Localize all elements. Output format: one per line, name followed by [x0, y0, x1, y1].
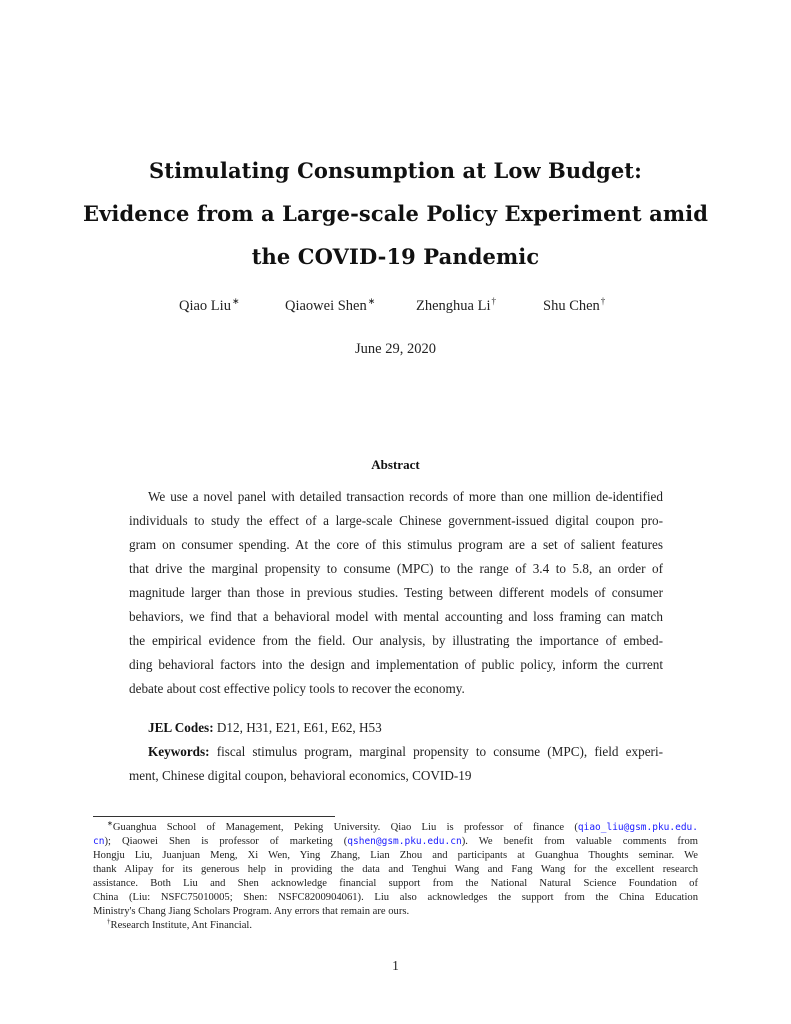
abstract-line: debate about cost effective policy tools to recover the economy.: [129, 681, 465, 696]
abstract-line: ding behavioral factors into the design and implementation of public policy, inform the current: [129, 657, 663, 672]
paper-title-line-1: Stimulating Consumption at Low Budget:: [149, 158, 642, 183]
keywords-line-2: ment, Chinese digital coupon, behavioral economics, COVID-19: [129, 768, 472, 783]
keywords-label: Keywords:: [148, 744, 210, 759]
author-mark: †: [600, 296, 606, 307]
abstract-line: the empirical evidence from the field. Our analysis, by illustrating the importance of embed-: [129, 633, 663, 648]
footnote-1-line: assistance. Both Liu and Shen acknowledge financial support from the National Natural Science Foundation of: [93, 878, 698, 889]
author-shu-chen: [543, 298, 605, 315]
jel-codes: [148, 720, 382, 736]
paper-title-line-3: the COVID-19 Pandemic: [251, 244, 540, 269]
jel-label: JEL Codes:: [148, 720, 214, 735]
footnote-text: Guanghua School of Management, Peking University. Qiao Liu is professor of finance (: [112, 822, 578, 833]
page-number: 1: [392, 958, 399, 973]
footnote-1-line: thank Alipay for its generous help in providing the data and Tenghui Wang and Fang Wang for the excellent research: [93, 864, 698, 875]
abstract-line: gram on consumer spending. At the core of this stimulus program are a set of salient features: [129, 537, 663, 552]
footnote-text: Research Institute, Ant Financial.: [110, 920, 253, 931]
author-name: Shu Chen: [543, 298, 600, 314]
footnote-2-line: [107, 917, 698, 931]
jel-value: D12, H31, E21, E61, E62, H53: [216, 720, 382, 735]
abstract-line: We use a novel panel with detailed transaction records of more than one million de-identified: [148, 489, 663, 504]
footnote-1-line: [93, 836, 698, 847]
email-link-shen[interactable]: qshen@gsm.pku.edu.cn: [347, 836, 462, 847]
author-name: Zhenghua Li: [416, 298, 491, 314]
abstract-line: behaviors, we find that a behavioral model with mental accounting and loss framing can match: [129, 609, 663, 624]
footnote-mark: ∗: [107, 819, 113, 828]
keywords-line-1: [148, 744, 663, 760]
email-link-liu-cont[interactable]: cn: [93, 836, 105, 847]
email-link-liu[interactable]: qiao_liu@gsm.pku.edu.: [577, 822, 698, 833]
keywords-text: fiscal stimulus program, marginal propensity to consume (MPC), field experi-: [216, 744, 663, 759]
author-qiao-liu: [179, 298, 240, 315]
author-mark: ∗: [367, 296, 376, 307]
author-name: Qiao Liu: [179, 298, 231, 314]
abstract-line: individuals to study the effect of a large-scale Chinese government-issued digital coupon pro-: [129, 513, 663, 528]
paper-date: June 29, 2020: [355, 341, 436, 357]
author-name: Qiaowei Shen: [285, 298, 367, 314]
author-mark: ∗: [231, 296, 240, 307]
footnote-1-line: [107, 819, 698, 833]
paper-title-line-2: Evidence from a Large-scale Policy Experiment amid: [82, 201, 709, 226]
footnote-text: ); Qiaowei Shen is professor of marketing (: [104, 836, 348, 847]
footnote-rule: [93, 816, 335, 817]
footnote-text: ). We benefit from valuable comments from: [461, 836, 698, 847]
footnote-1-line: China (Liu: NSFC75010005; Shen: NSFC8200904061). Liu also acknowledges the support from the China Education: [93, 892, 698, 903]
abstract-line: magnitude larger than those in previous studies. Testing between different models of consumer: [129, 585, 663, 600]
footnote-1-line: Ministry's Chang Jiang Scholars Program. Any errors that remain are ours.: [93, 906, 410, 917]
footnote-1-line: Hongju Liu, Juanjuan Meng, Xi Wen, Ying Zhang, Lian Zhou and participants at Guanghua Thoughts seminar. We: [93, 850, 698, 861]
author-mark: †: [491, 296, 496, 307]
abstract-heading: Abstract: [371, 457, 420, 472]
author-zhenghua-li: [416, 298, 496, 315]
abstract-line: that drive the marginal propensity to consume (MPC) to the range of 3.4 to 5.8, an order of: [129, 561, 663, 576]
footnote-mark: †: [107, 917, 111, 926]
author-qiaowei-shen: [285, 298, 375, 315]
